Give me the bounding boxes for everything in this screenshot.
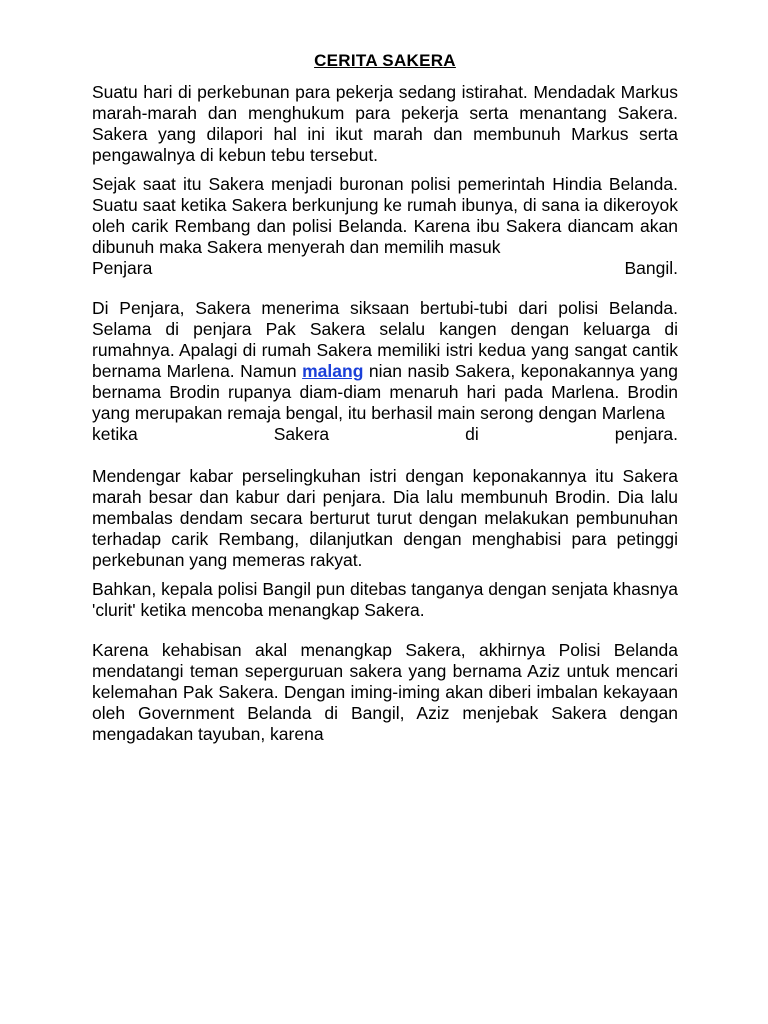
document-page bbox=[92, 50, 678, 745]
paragraph-5: Bahkan, kepala polisi Bangil pun ditebas tanganya dengan senjata khasnya 'clurit' ketika mencoba menangkap Sakera. bbox=[92, 579, 678, 620]
malang-link[interactable]: malang bbox=[302, 361, 364, 381]
paragraph-1: Suatu hari di perkebunan para pekerja sedang istirahat. Mendadak Markus marah-marah dan menghukum para pekerja serta menantang Sakera. Sakera yang dilapori hal ini ikut marah dan membunuh Markus serta pengawalnya di kebun tebu tersebut. bbox=[92, 82, 678, 165]
document-title: CERITA SAKERA bbox=[314, 51, 456, 70]
paragraph-2-text: Sejak saat itu Sakera menjadi buronan polisi pemerintah Hindia Belanda. Suatu saat ketika Sakera berkunjung ke rumah ibunya, di sana ia dikeroyok oleh carik Rembang dan polisi Belanda. Karena ibu Sakera diancam akan dibunuh maka Sakera menyerah dan memilih masuk bbox=[92, 174, 678, 257]
paragraph-2-last-line: Penjara Bangil. bbox=[92, 258, 678, 278]
paragraph-6: Karena kehabisan akal menangkap Sakera, akhirnya Polisi Belanda mendatangi teman seperguruan sakera yang bernama Aziz untuk mencari kelemahan Pak Sakera. Dengan iming-iming akan diberi imbalan kekayaan oleh Government Belanda di Bangil, Aziz menjebak Sakera dengan mengadakan tayuban, karena bbox=[92, 640, 678, 744]
paragraph-3-text-before: Di Penjara, Sakera menerima siksaan bertubi-tubi dari polisi Belanda. Selama di penjara Pak Sakera selalu kangen dengan keluarga di rumahnya. Apalagi di rumah Sakera memiliki istri kedua yang sangat cantik bernama Marlena. Namun bbox=[92, 298, 678, 381]
paragraph-2 bbox=[92, 174, 678, 279]
paragraph-3 bbox=[92, 298, 678, 445]
paragraph-3-text-after: nian nasib Sakera, keponakannya yang bernama Brodin rupanya diam-diam menaruh hari pada Marlena. Brodin yang merupakan remaja bengal, itu berhasil main serong dengan Marlena bbox=[92, 361, 679, 423]
paragraph-4: Mendengar kabar perselingkuhan istri dengan keponakannya itu Sakera marah besar dan kabur dari penjara. Dia lalu membunuh Brodin. Dia lalu membalas dendam secara berturut turut dengan melakukan pembunuhan terhadap carik Rembang, dilanjutkan dengan menghabisi para petinggi perkebunan yang memeras rakyat. bbox=[92, 466, 678, 570]
paragraph-3-last-line: ketika Sakera di penjara. bbox=[92, 424, 678, 444]
